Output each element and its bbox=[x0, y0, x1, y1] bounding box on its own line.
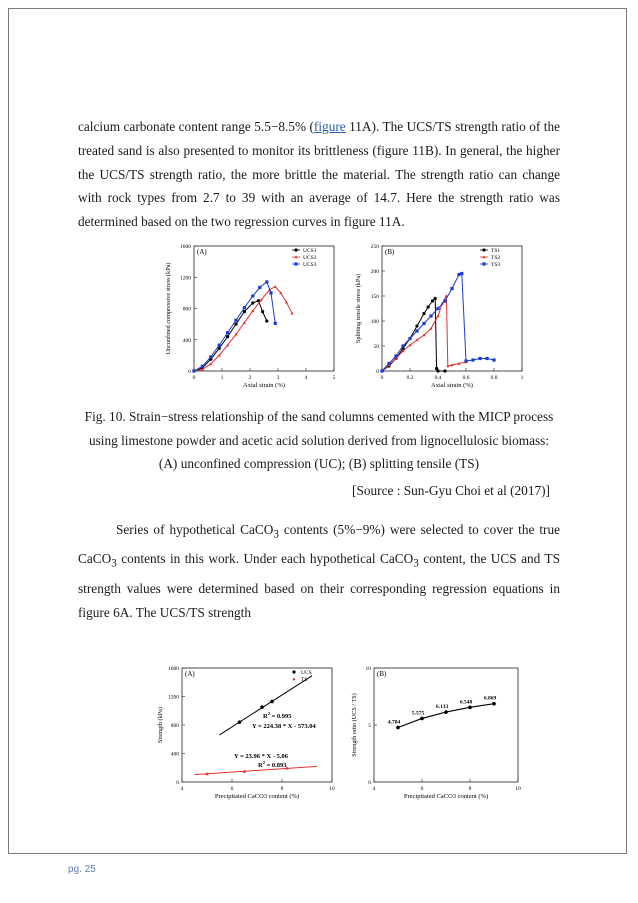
series-line bbox=[382, 274, 494, 372]
data-point bbox=[226, 331, 229, 334]
y-tick-label: 200 bbox=[370, 269, 379, 275]
data-point bbox=[443, 299, 446, 302]
figure-11a-chart bbox=[148, 660, 348, 810]
x-tick-label: 4 bbox=[180, 786, 184, 792]
data-point bbox=[482, 262, 485, 265]
data-point bbox=[294, 248, 297, 251]
data-point bbox=[468, 706, 472, 710]
y-tick-label: 400 bbox=[170, 751, 179, 758]
data-point bbox=[274, 285, 277, 288]
data-point bbox=[380, 369, 383, 372]
x-axis-label: Axial strain (%) bbox=[431, 382, 473, 389]
y-tick-label: 0 bbox=[176, 780, 179, 786]
data-point bbox=[415, 329, 418, 332]
x-tick-label: 1 bbox=[220, 375, 224, 381]
y-tick-label: 150 bbox=[370, 294, 379, 300]
data-point bbox=[420, 717, 424, 721]
panel-label: (A) bbox=[185, 670, 195, 678]
x-axis-label: Precipitated CaCO3 content (%) bbox=[214, 793, 300, 800]
data-point bbox=[427, 305, 430, 308]
x-tick-label: 2 bbox=[248, 375, 252, 381]
y-tick-label: 50 bbox=[373, 344, 379, 350]
y-axis-label: Strength (kPa) bbox=[157, 707, 164, 743]
x-tick-label: 8 bbox=[468, 786, 472, 792]
ucs-equation: Y = 224.38 * X - 573.04 bbox=[252, 723, 316, 730]
y-tick-label: 1600 bbox=[180, 244, 191, 250]
legend-label: TS1 bbox=[491, 248, 501, 254]
legend-label: UCS3 bbox=[303, 262, 317, 268]
y-tick-label: 1200 bbox=[168, 694, 179, 701]
data-point bbox=[457, 273, 460, 276]
data-point bbox=[387, 362, 390, 365]
data-point bbox=[238, 720, 242, 724]
data-point bbox=[201, 365, 204, 368]
paragraph-1 bbox=[78, 115, 560, 234]
x-tick-label: 6 bbox=[420, 786, 424, 792]
x-axis-label: Precipitated CaCO3 content (%) bbox=[403, 793, 489, 800]
x-tick-label: 6 bbox=[230, 786, 234, 792]
figure-10a-chart bbox=[150, 238, 340, 398]
y-tick-label: 0 bbox=[368, 780, 371, 786]
x-tick-label: 1 bbox=[520, 375, 524, 381]
data-point bbox=[292, 670, 295, 673]
x-tick-label: 0.2 bbox=[406, 375, 414, 381]
data-point bbox=[394, 354, 397, 357]
y-tick-label: 1200 bbox=[180, 275, 191, 282]
data-point bbox=[243, 310, 246, 313]
data-point bbox=[209, 355, 212, 358]
y-tick-label: 100 bbox=[370, 319, 379, 325]
data-point bbox=[492, 358, 495, 361]
y-tick-label: 400 bbox=[182, 337, 191, 344]
y-tick-label: 10 bbox=[365, 666, 371, 672]
subscript: 3 bbox=[111, 558, 117, 571]
paragraph-2 bbox=[78, 518, 560, 625]
data-point bbox=[444, 710, 448, 714]
x-tick-label: 5 bbox=[332, 375, 336, 381]
data-label: 6.548 bbox=[459, 699, 473, 706]
data-point bbox=[436, 307, 439, 310]
series-line bbox=[194, 301, 267, 371]
data-point bbox=[265, 280, 268, 283]
y-axis-label: Strength ratio (UCS / TS) bbox=[351, 693, 358, 757]
x-tick-label: 10 bbox=[515, 786, 521, 792]
paragraph-1-text-a: calcium carbonate content range 5.5−8.5% ( bbox=[78, 119, 314, 134]
data-point bbox=[294, 262, 297, 265]
x-tick-label: 4 bbox=[372, 786, 376, 792]
data-point bbox=[258, 286, 261, 289]
data-point bbox=[234, 323, 237, 326]
regression-line bbox=[195, 766, 318, 774]
data-point bbox=[234, 319, 237, 322]
x-tick-label: 0 bbox=[380, 375, 384, 381]
data-point bbox=[443, 369, 446, 372]
x-tick-label: 0 bbox=[192, 375, 196, 381]
data-point bbox=[408, 337, 411, 340]
data-point bbox=[464, 359, 467, 362]
y-axis-label: Splitting tensile stress (kPa) bbox=[355, 273, 362, 344]
legend-label: TS2 bbox=[491, 255, 501, 261]
y-axis-label: Unconfined compressive stress (kPa) bbox=[165, 262, 172, 355]
page-number: pg. 25 bbox=[68, 864, 96, 875]
data-point bbox=[478, 357, 481, 360]
x-axis-label: Axial strain (%) bbox=[243, 382, 285, 389]
y-tick-label: 0 bbox=[376, 369, 379, 375]
legend-label: UCS2 bbox=[303, 255, 317, 261]
panel-label: (A) bbox=[197, 248, 207, 256]
data-point bbox=[218, 344, 221, 347]
panel-label: (B) bbox=[377, 670, 387, 678]
paragraph-2-text-a: Series of hypothetical CaCO bbox=[116, 522, 274, 537]
data-point bbox=[269, 291, 272, 294]
y-tick-label: 1600 bbox=[168, 666, 179, 672]
data-label: 4.784 bbox=[387, 719, 401, 726]
data-point bbox=[261, 310, 264, 313]
figure-11b-chart bbox=[340, 660, 530, 810]
data-label: 6.869 bbox=[483, 695, 497, 702]
r-squared-ucs: $R^2 = 0.995$ bbox=[263, 711, 292, 720]
data-label: 6.133 bbox=[435, 704, 449, 711]
data-point bbox=[243, 306, 246, 309]
figure-link[interactable]: figure bbox=[313, 119, 346, 134]
data-point bbox=[270, 700, 274, 704]
y-tick-label: 5 bbox=[368, 723, 371, 729]
data-point bbox=[192, 369, 195, 372]
data-point bbox=[265, 319, 268, 322]
y-tick-label: 0 bbox=[188, 369, 191, 375]
data-point bbox=[431, 299, 434, 302]
paragraph-2-text-c: contents in this work. Under each hypothetical CaCO bbox=[116, 551, 414, 567]
series-line bbox=[194, 287, 292, 371]
data-point bbox=[292, 677, 295, 680]
paragraph-1-text-b: 11A). The UCS/TS strength ratio of the treated sand is also presented to monitor its brittleness (figure 11B). In general, the higher the UCS/TS strength ratio, the more brittle the material. The strength ratio can change with rock types from 2.7 to 39 with an average of 14.7. Here the strength ratio was determined based on the two regression curves in figure 11A. bbox=[78, 119, 561, 230]
paragraph-2-text-b: contents (5%−9%) were selected to cover the true CaCO bbox=[78, 522, 561, 567]
figure-source: [Source : Sun-Gyu Choi et al (2017)] bbox=[352, 483, 550, 498]
data-point bbox=[415, 324, 418, 327]
data-label: 5.575 bbox=[411, 710, 425, 717]
data-point bbox=[422, 322, 425, 325]
data-point bbox=[434, 297, 437, 300]
subscript: 3 bbox=[273, 528, 279, 541]
legend-label: TS3 bbox=[491, 262, 501, 268]
subscript: 3 bbox=[413, 558, 419, 571]
data-point bbox=[436, 314, 439, 317]
data-point bbox=[482, 248, 485, 251]
ts-equation: Y = 23.96 * X - 5.06 bbox=[234, 753, 289, 760]
y-tick-label: 800 bbox=[170, 723, 179, 729]
x-tick-label: 0.6 bbox=[462, 375, 470, 381]
data-point bbox=[450, 287, 453, 290]
data-point bbox=[485, 357, 488, 360]
x-tick-label: 0.8 bbox=[490, 375, 498, 381]
x-tick-label: 3 bbox=[276, 375, 280, 381]
x-tick-label: 0.4 bbox=[434, 375, 442, 381]
data-point bbox=[471, 358, 474, 361]
figure-10b-chart bbox=[338, 238, 528, 398]
data-point bbox=[422, 312, 425, 315]
legend-label: TS bbox=[301, 677, 308, 683]
panel-label: (B) bbox=[385, 248, 395, 256]
legend-label: UCS bbox=[301, 670, 312, 676]
data-point bbox=[260, 705, 264, 709]
x-tick-label: 4 bbox=[304, 375, 308, 381]
data-point bbox=[460, 272, 463, 275]
data-point bbox=[251, 301, 254, 304]
data-point bbox=[429, 314, 432, 317]
x-tick-label: 10 bbox=[329, 786, 335, 792]
data-point bbox=[436, 369, 439, 372]
data-point bbox=[274, 322, 277, 325]
legend-label: UCS1 bbox=[303, 248, 317, 254]
data-point bbox=[396, 726, 400, 730]
y-tick-label: 800 bbox=[182, 306, 191, 313]
x-tick-label: 8 bbox=[280, 786, 284, 792]
y-tick-label: 250 bbox=[370, 244, 379, 250]
data-point bbox=[401, 344, 404, 347]
data-point bbox=[492, 702, 496, 706]
data-point bbox=[226, 335, 229, 338]
data-point bbox=[251, 294, 254, 297]
r-squared-ts: $R^2 = 0.893$ bbox=[258, 760, 287, 769]
paragraph-2-text-d: content, the UCS and TS strength values were determined based on their corresponding regression equations in figure 6A. The UCS/TS strength bbox=[78, 551, 561, 620]
figure-caption: Fig. 10. Strain−stress relationship of the sand columns cemented with the MICP process using limestone powder and acetic acid solution derived from lignocellulosic biomass: (A) unconfined compression (UC); (B) splitting tensile (TS) bbox=[84, 409, 554, 471]
